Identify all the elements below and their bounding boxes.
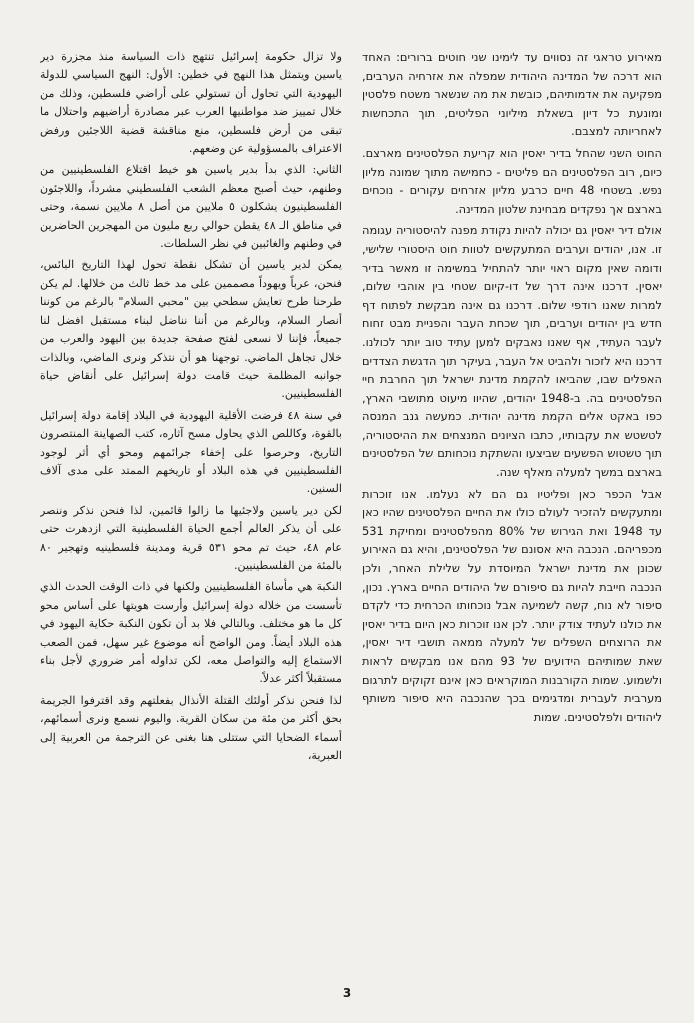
arabic-paragraph-3: يمكن لدير ياسين أن تشكل نقطة تحول لهذا التاريخ البائس، فنحن، عرباً ويهوداً مصممين على مد خط ثالث من خلالها. لم يكن طرحنا طرح تعايش سطحي بين "محبي السلام" بالرغم من كوننا أنصار السلام، وبالرغم من أننا نناضل لبناء مستقبل افضل لنا جميعاً، فإننا لا نسعى لفتح صفحة جديدة بين اليهود والعرب من خلال تجاهل الماضي. توجهنا هو أن نتذكر ونرى الماضي، وبالذات جوانبه المظلمة حيث قامت دولة إسرائيل على أنقاض حياة الفلسطينيين. bbox=[40, 258, 342, 401]
arabic-paragraph-1: ولا تزال حكومة إسرائيل تنتهج ذات السياسة منذ مجزرة دير ياسين ويتمثل هذا النهج في خطين: الأول: النهج السياسي للدولة اليهودية التي تحاول أن تستولي على أراضي فلسطين، وذلك من خلال تمييز ضد مواطنيها العرب عبر مصادرة أراضيهم واحتلال ما تبقى من أرض فلسطين، منع مناقشة قضية اللاجئين ورفض الاعتراف بالمسؤولية عن وضعهم. bbox=[40, 50, 342, 156]
page-number: 3 bbox=[342, 986, 352, 1000]
arabic-paragraph-7: لذا فنحن نذكر أولئك القتلة الأنذال بفعلتهم وقد اقترفوا الجريمة بحق أكثر من مئة من سكان القرية. واليوم نسمع ونرى أسمائهم، أسماء الضحايا التي ستتلى هنا بغنى عن الترجمة من العربية إلى العبرية، bbox=[40, 693, 342, 763]
hebrew-paragraph-2: החוט השני שהחל בדיר יאסין הוא קריעת הפלסטינים מארצם. כיום, רוב הפלסטינים הם פליטים - כחמישה מתוך שמונה מליון נפש. בשטחי 48 חיים כרבע מליון אזרחים עקורים - נוכחים בארצם אך נפקדים מבחינת שלטון המדינה. bbox=[362, 145, 662, 216]
arabic-paragraph-4: في سنة ٤٨ فرضت الأقلية اليهودية في البلاد إقامة دولة إسرائيل بالقوة، وكاللص الذي يحاول مسح آثاره، كتب الصهاينة المنتصرون التاريخ، وحرصوا على إخفاء جرائمهم ومحو أي أثر لوجود الفلسطينيين في هذه البلاد أو تاريخهم الممتد على مدى آلاف السنين. bbox=[40, 408, 342, 496]
arabic-column bbox=[40, 48, 342, 973]
arabic-paragraph-2: الثاني: الذي بدأ بدير ياسين هو خيط اقتلاع الفلسطينيين من وطنهم، حيث أصبح معظم الشعب الفلسطيني مشرداً، واللاجئون الفلسطينيون يشكلون ٥ ملايين من أصل ٨ ملايين نسمة، وحتى في مناطق الـ ٤٨ يقطن حوالي ربع مليون من المهجرين الحاضرين في وطنهم والغائبين في نظر السلطات. bbox=[40, 163, 342, 251]
hebrew-paragraph-1: מאירוע טראגי זה נסווים עד לימינו שני חוטים ברורים: האחד הוא דרכה של המדינה היהודית שמפלה את אזרחיה הערבים, מפקיעה את אדמותיהם, כובשת את מה שנשאר משטח פלסטין ומונעת כל דיון בשאלת מיליוני הפליטים, תוך התכחשות לאחריותה למצבם. bbox=[362, 50, 662, 139]
hebrew-column bbox=[362, 48, 662, 973]
hebrew-paragraph-4: אבל הכפר כאן ופליטיו גם הם לא נעלמו. אנו זוכרות ומתעקשים להזכיר לעולם כולו את החיים הפלסטינים שהיו כאן עד 1948 ואת הגירוש של 80% מהפלסטינים ומחיקת 531 מכפריהם. הנכבה היא אסונם של הפלסטינים, והיא גם האירוע שכונן את מדינת ישראל המיוסדת על שלילת האחר, ולכן הנכבה חייבת להיות גם סיפורם של היהודים החיים בארץ. נכון, סיפור לא נוח, קשה לשמיעה אבל נוכחותו הכרחית כדי לקדם את כולנו לעתיד צודק יותר. לכן אנו זוכרות כאן היום בדיר יאסין את הרוצחים השפלים של למעלה ממאה תושבי דיר יאסין, שאת שמותיהם הידועים של 93 מהם אנו מבקשים לראות ולשמוע. שמות הקורבנות המוקראים כאן אינם זקוקים לתרגום מערבית לעברית ומדגימים בכך שהנכבה היא סיפור משותף ליהודים ולפלסטינים. שמות bbox=[362, 486, 662, 724]
arabic-paragraph-5: لكن دير ياسين ولاجئيها ما زالوا قائمين، لذا فنحن نذكر وننصر على أن يذكر العالم أجمع الحياة الفلسطينية التي ازدهرت حتى عام ٤٨، حيث تم محو ٥٣١ قرية ومدينة فلسطينيه وتهجير ٨٠ بالمئة من الفلسطينيين. bbox=[40, 503, 342, 572]
arabic-paragraph-6: النكبة هي مأساة الفلسطينيين ولكنها في ذات الوقت الحدث الذي تأسست من خلاله دولة إسرائيل وأرست هويتها على أساس محو كل ما هو مختلف. وبالتالي فلا بد أن تكون النكبة حكاية اليهود في هذه البلاد أيضاً. ومن الواضح أنه موضوع غير سهل، فمن الصعب الاستماع إليه والتواصل معه، لكن تداوله أمر ضروري لأجل بناء مستقبلاً أكثر عدلاً. bbox=[40, 580, 342, 686]
hebrew-paragraph-3: אולם דיר יאסין גם יכולה להיות נקודת מפנה להיסטוריה עגומה זו. אנו, יהודים וערבים המתעקשים לטוות חוט היסטורי שלישי, ודומה שאין מקום ראוי יותר להתחיל במשימה זו מאשר בדיר יאסין. דרכנו אינה דרך של דו-קיום שטחי בין אוהבי שלום, למרות שאנו רודפי שלום. דרכנו גם אינה מבקשת לפתוח דף חדש בין יהודים וערבים, תוך שכחת העבר והפניית מבט זחוח לעבר העתיד, אף שאנו נאבקים למען עתיד טוב יותר לכולנו. דרכנו היא לזכור ולהביט אל העבר, בעיקר תוך הדגשת הצדדים האפלים שבו, שהביאו להקמת מדינת ישראל תוך החרבת חיי הפלסטינים בה. ב-1948 יהודים, שהיוו מיעוט מתושבי הארץ, כפו באקט אלים הקמת מדינה יהודית. כמעשה גנב המנסה לטשטש את עקבותיו, כתבו הציונים המנצחים את ההיסטוריה, תוך טשטוש הפשעים שביצעו והשתקת נוכחותם של הפלסטינים בארצם במשך למעלה מאלף שנה. bbox=[362, 223, 662, 480]
